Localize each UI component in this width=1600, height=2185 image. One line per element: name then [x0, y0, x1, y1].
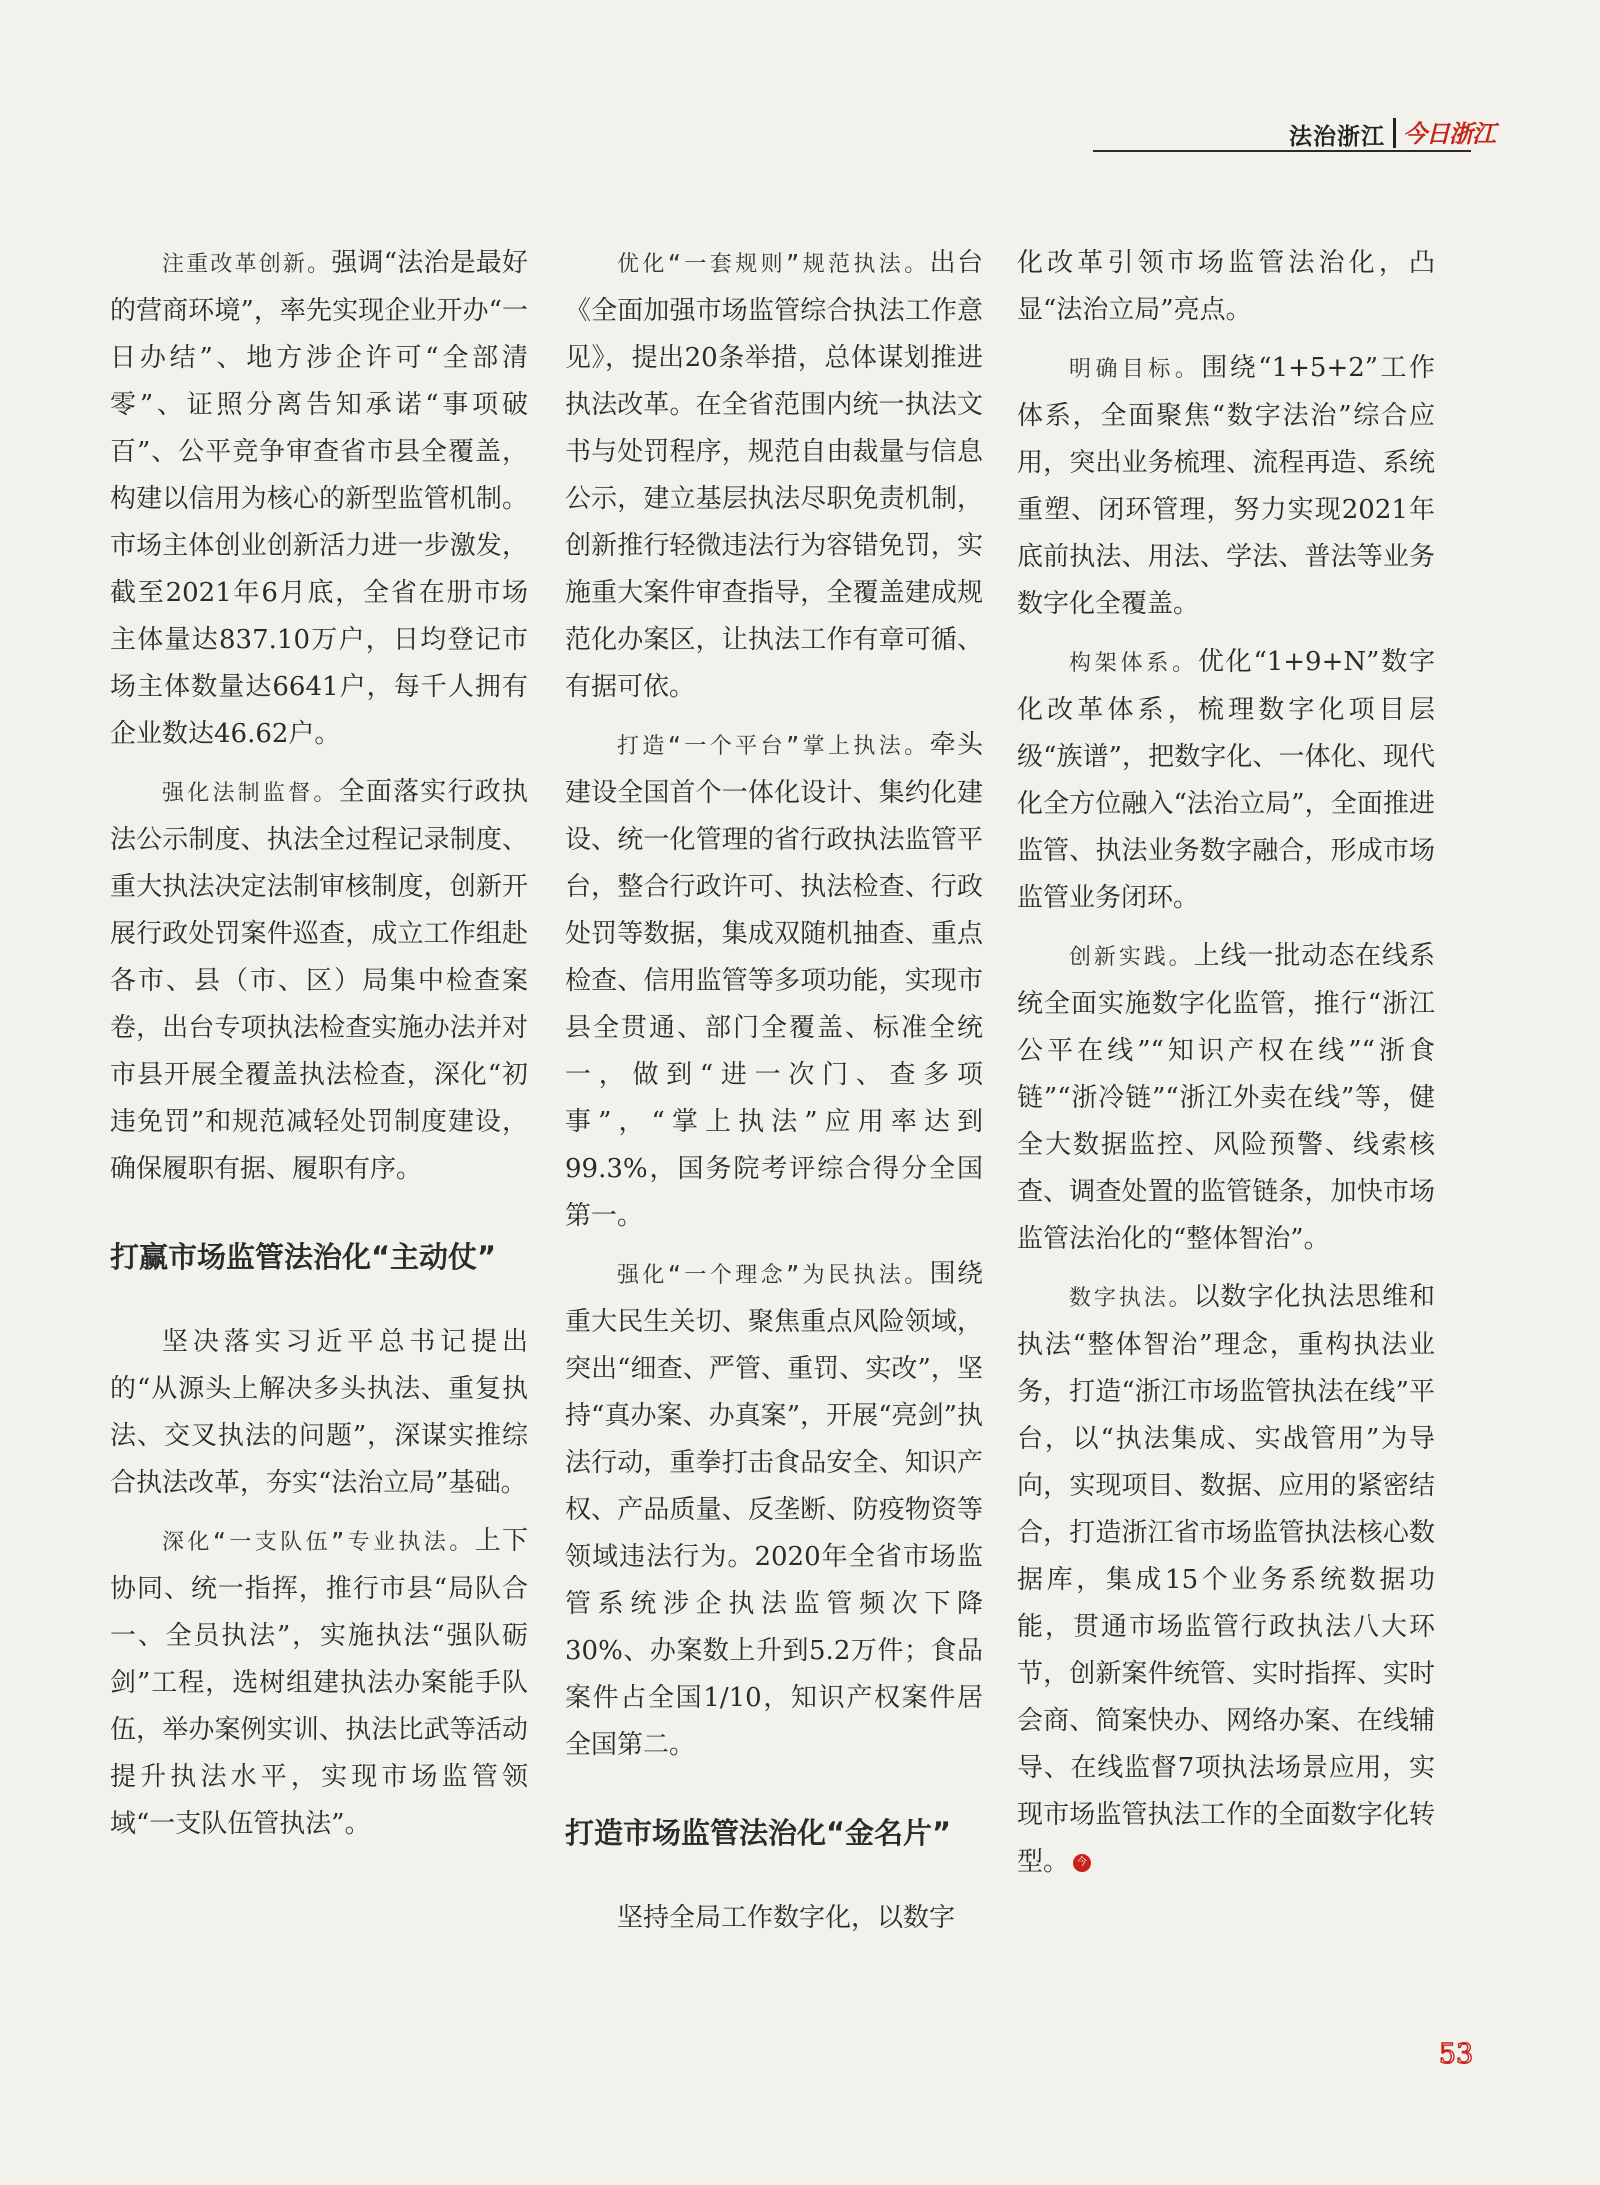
paragraph-text: 坚决落实习近平总书记提出的“从源头上解决多头执法、重复执法、交叉执法的问题”，深谋实推综合执法改革，夯实“法治立局”基础。: [110, 1327, 528, 1498]
paragraph-lead: 打造“一个平台”掌上执法。: [617, 734, 930, 759]
paragraph-lead: 强化法制监督。: [162, 781, 339, 806]
paragraph: [1017, 639, 1435, 922]
article-column-3: [1017, 240, 1435, 2000]
paragraph: [1017, 933, 1435, 1263]
paragraph: [1017, 240, 1435, 334]
paragraph-text: 围绕重大民生关切、聚焦重点风险领域，突出“细查、严管、重罚、实改”，坚持“真办案、办真案”，开展“亮剑”执法行动，重拳打击食品安全、知识产权、产品质量、反垄断、防疫物资等领域违法行为。2020年全省市场监管系统涉企执法监管频次下降30%、办案数上升到5.2万件；食品案件占全国1/10，知识产权案件居全国第二。: [565, 1259, 983, 1760]
paragraph: [1017, 1274, 1435, 1886]
section-title: 法治浙江: [1289, 124, 1385, 150]
magazine-logo: 今日浙江: [1403, 119, 1495, 148]
paragraph-lead: 数字执法。: [1069, 1286, 1194, 1311]
paragraph: [110, 240, 528, 758]
paragraph: [1017, 345, 1435, 628]
paragraph: [110, 1518, 528, 1848]
paragraph-text: 上下协同、统一指挥，推行市县“局队合一、全员执法”，实施执法“强队砺剑”工程，选树组建执法办案能手队伍，举办案例实训、执法比武等活动提升执法水平，实现市场监管领域“一支队伍管执法”。: [110, 1526, 528, 1839]
paragraph-text: 全面落实行政执法公示制度、执法全过程记录制度、重大执法决定法制审核制度，创新开展行政处罚案件巡查，成立工作组赴各市、县（市、区）局集中检查案卷，出台专项执法检查实施办法并对市县开展全覆盖执法检查，深化“初违免罚”和规范减轻处罚制度建设，确保履职有据、履职有序。: [110, 777, 528, 1184]
article-column-2: [565, 240, 983, 2000]
paragraph: [565, 1251, 983, 1769]
paragraph-lead: 优化“一套规则”规范执法。: [617, 252, 930, 277]
paragraph: [565, 1895, 983, 1942]
paragraph: [565, 722, 983, 1240]
page-header: [1093, 108, 1495, 156]
header-divider: [1393, 118, 1396, 148]
paragraph: [110, 1319, 528, 1507]
paragraph-text: 出台《全面加强市场监管综合执法工作意见》，提出20条举措，总体谋划推进执法改革。在全省范围内统一执法文书与处罚程序，规范自由裁量与信息公示，建立基层执法尽职免责机制，创新推行轻微违法行为容错免罚，实施重大案件审查指导，全覆盖建成规范化办案区，让执法工作有章可循、有据可依。: [565, 248, 983, 702]
article-column-1: [110, 240, 528, 2000]
paragraph-lead: 构架体系。: [1069, 651, 1198, 676]
section-heading: 打造市场监管法治化“金名片”: [565, 1816, 952, 1850]
paragraph: [110, 769, 528, 1193]
paragraph-text: 强调“法治是最好的营商环境”，率先实现企业开办“一日办结”、地方涉企许可“全部清零”、证照分离告知承诺“事项破百”、公平竞争审查省市县全覆盖，构建以信用为核心的新型监管机制。市场主体创业创新活力进一步激发，截至2021年6月底，全省在册市场主体量达837.10万户，日均登记市场主体数量达6641户，每千人拥有企业数达46.62户。: [110, 248, 528, 749]
paragraph-text: 上线一批动态在线系统全面实施数字化监管，推行“浙江公平在线”“知识产权在线”“浙食链”“浙冷链”“浙江外卖在线”等，健全大数据监控、风险预警、线索核查、调查处置的监管链条，加快市场监管法治化的“整体智治”。: [1017, 941, 1435, 1254]
paragraph-lead: 注重改革创新。: [162, 252, 332, 277]
paragraph-lead: 深化“一支队伍”专业执法。: [162, 1530, 475, 1555]
paragraph-text: 牵头建设全国首个一体化设计、集约化建设、统一化管理的省行政执法监管平台，整合行政许可、执法检查、行政处罚等数据，集成双随机抽查、重点检查、信用监管等多项功能，实现市县全贯通、部门全覆盖、标准全统一，做到“进一次门、查多项事”，“掌上执法”应用率达到99.3%，国务院考评综合得分全国第一。: [565, 730, 983, 1231]
paragraph-text: 优化“1+9+N”数字化改革体系，梳理数字化项目层级“族谱”，把数字化、一体化、现代化全方位融入“法治立局”，全面推进监管、执法业务数字融合，形成市场监管业务闭环。: [1017, 647, 1435, 913]
paragraph-text: 以数字化执法思维和执法“整体智治”理念，重构执法业务，打造“浙江市场监管执法在线”平台，以“执法集成、实战管用”为导向，实现项目、数据、应用的紧密结合，打造浙江省市场监管执法核心数据库，集成15个业务系统数据功能，贯通市场监管行政执法八大环节，创新案件统管、实时指挥、实时会商、简案快办、网络办案、在线辅导、在线监督7项执法场景应用，实现市场监管执法工作的全面数字化转型。: [1017, 1282, 1435, 1877]
paragraph-lead: 明确目标。: [1069, 357, 1202, 382]
page-number: 53: [1438, 2039, 1474, 2070]
end-mark-icon: 今: [1073, 1854, 1091, 1872]
paragraph-text: 围绕“1+5+2”工作体系，全面聚焦“数字法治”综合应用，突出业务梳理、流程再造、系统重塑、闭环管理，努力实现2021年底前执法、用法、学法、普法等业务数字化全覆盖。: [1017, 353, 1435, 619]
paragraph-lead: 强化“一个理念”为民执法。: [617, 1263, 930, 1288]
paragraph-text: 化改革引领市场监管法治化，凸显“法治立局”亮点。: [1017, 248, 1435, 325]
section-heading: 打赢市场监管法治化“主动仗”: [110, 1240, 497, 1274]
paragraph-text: 坚持全局工作数字化，以数字: [617, 1903, 956, 1933]
paragraph-lead: 创新实践。: [1069, 945, 1194, 970]
paragraph: [565, 240, 983, 711]
